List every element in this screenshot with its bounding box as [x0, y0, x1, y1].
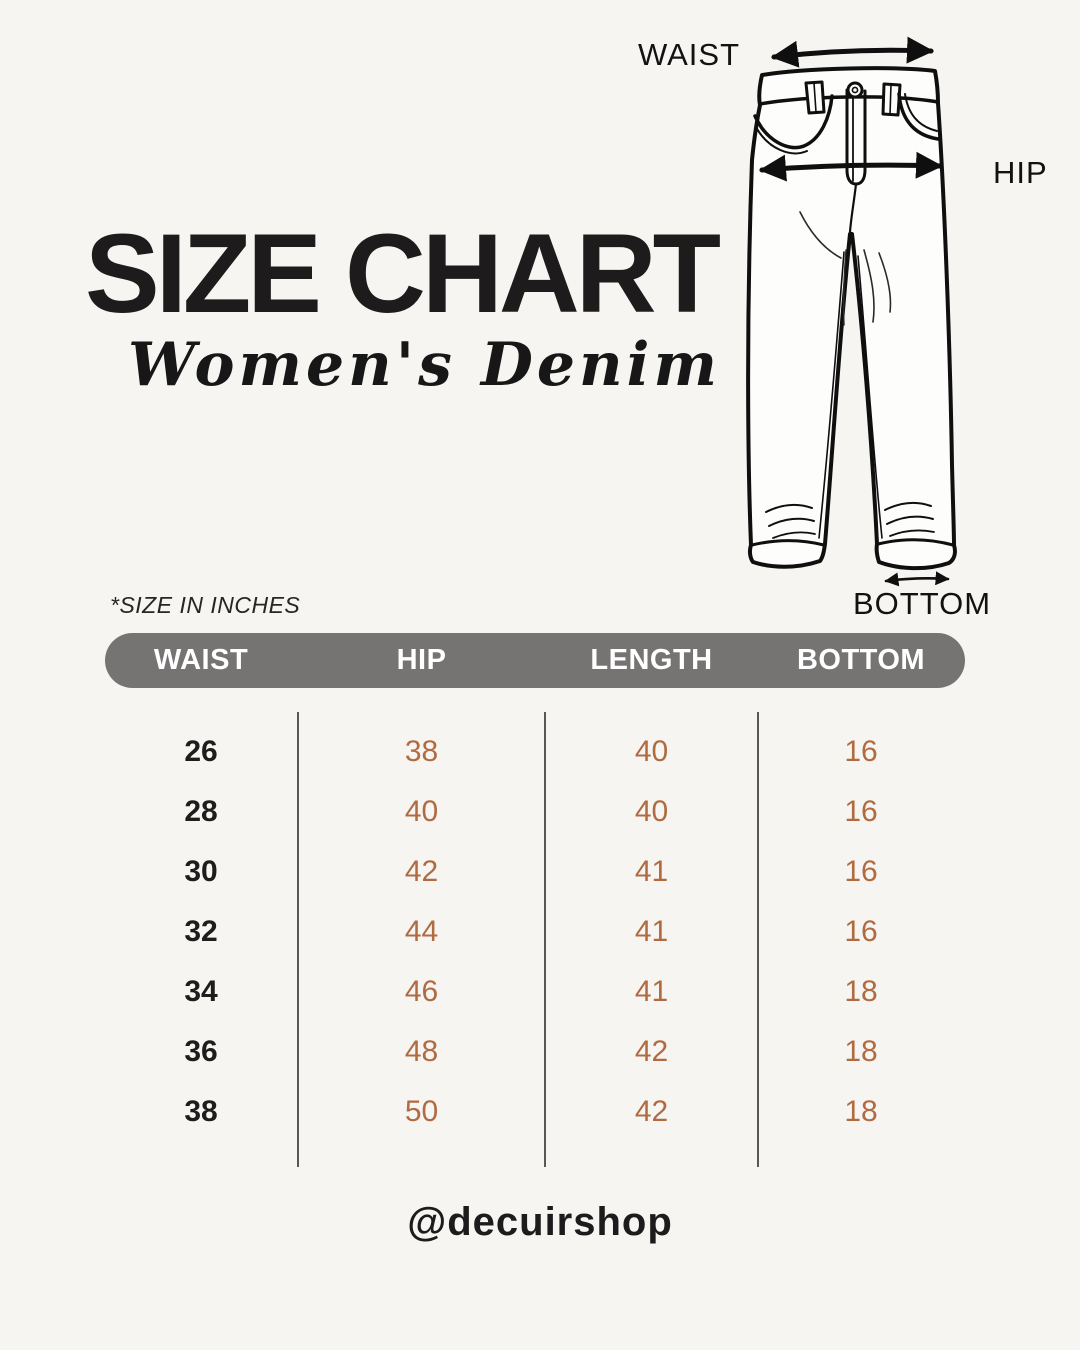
shop-handle: @decuirshop	[407, 1200, 673, 1244]
bottom-arrow	[886, 578, 948, 581]
waist-value: 32	[184, 915, 218, 948]
bottom-value: 16	[844, 855, 878, 888]
table-row	[105, 1022, 965, 1082]
bottom-value: 18	[844, 1035, 878, 1068]
table-row	[105, 722, 965, 782]
waist-value: 26	[184, 735, 218, 768]
hip-value: 44	[404, 915, 439, 948]
table-row	[105, 842, 965, 902]
waist-value: 30	[184, 855, 218, 888]
column-header-bottom: BOTTOM	[796, 644, 926, 676]
bottom-measure-label: BOTTOM	[853, 586, 992, 621]
length-value: 42	[634, 1095, 669, 1128]
column-header-length: LENGTH	[590, 644, 713, 676]
hip-value: 46	[404, 975, 439, 1008]
page-subtitle: Women's Denim	[128, 330, 721, 400]
length-value: 40	[634, 735, 669, 768]
waist-arrow	[774, 50, 931, 57]
column-header-waist: WAIST	[153, 644, 249, 676]
hip-value: 42	[404, 855, 439, 888]
bottom-value: 18	[844, 1095, 878, 1128]
table-row	[105, 902, 965, 962]
waist-measure-label: WAIST	[638, 37, 741, 72]
length-value: 41	[634, 915, 669, 948]
jeans-body	[748, 68, 955, 568]
table-row	[105, 962, 965, 1022]
size-units-note: *SIZE IN INCHES	[110, 592, 301, 618]
table-row	[105, 782, 965, 842]
length-value: 41	[634, 975, 669, 1008]
hip-value: 50	[404, 1095, 439, 1128]
bottom-value: 18	[844, 975, 878, 1008]
length-value: 41	[634, 855, 669, 888]
page-title: SIZE CHART	[85, 211, 717, 336]
bottom-value: 16	[844, 915, 878, 948]
hip-value: 48	[404, 1035, 439, 1068]
column-header-hip: HIP	[396, 644, 447, 676]
table-header-bar	[105, 633, 965, 688]
bottom-value: 16	[844, 795, 878, 828]
waist-value: 36	[184, 1035, 218, 1068]
waist-value: 34	[184, 975, 218, 1008]
length-value: 42	[634, 1035, 669, 1068]
hip-measure-label: HIP	[993, 155, 1048, 190]
table-row	[105, 1082, 965, 1142]
waist-value: 38	[184, 1095, 218, 1128]
hip-value: 40	[404, 795, 439, 828]
bottom-value: 16	[844, 735, 878, 768]
length-value: 40	[634, 795, 669, 828]
hip-value: 38	[404, 735, 439, 768]
size-table	[105, 722, 965, 1142]
waist-value: 28	[184, 795, 218, 828]
